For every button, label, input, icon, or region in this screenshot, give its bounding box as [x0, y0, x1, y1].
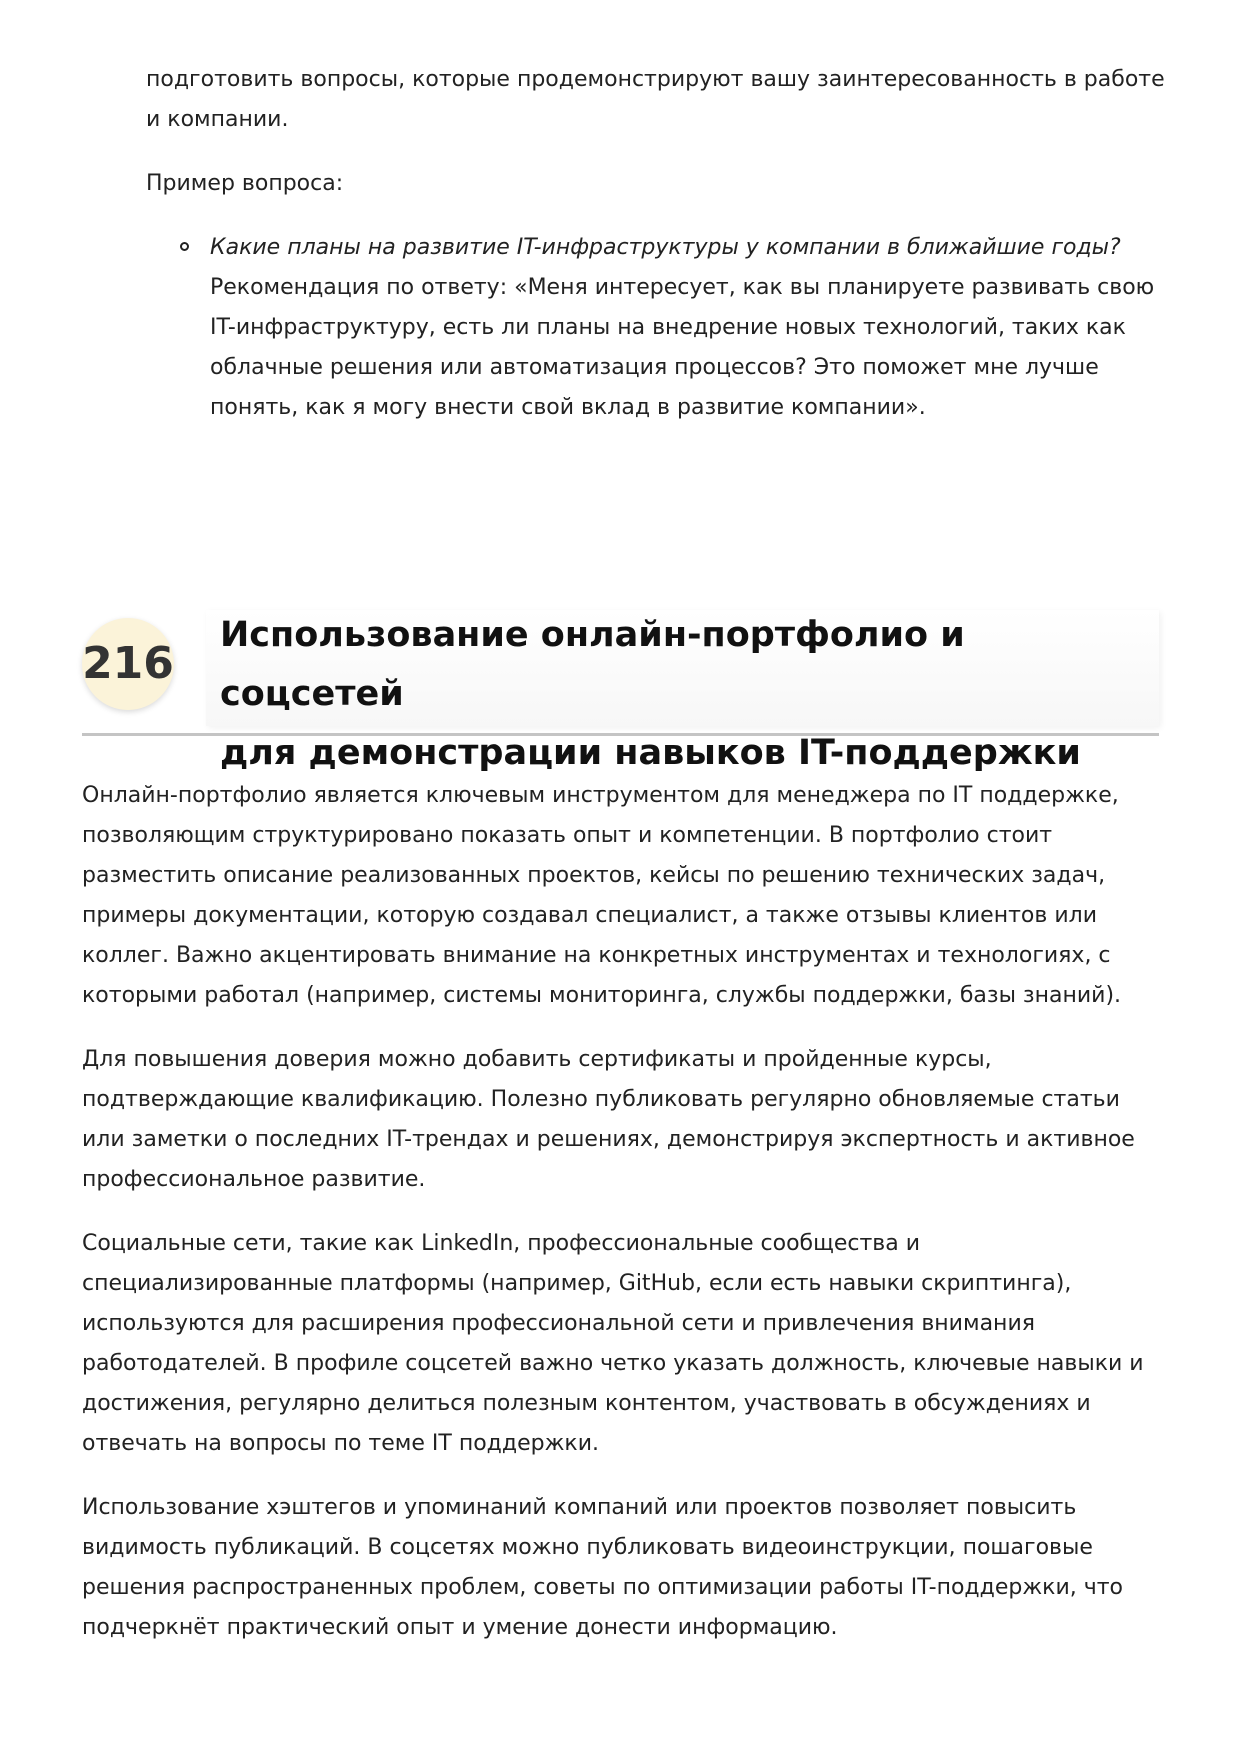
intro-continuation-text: подготовить вопросы, которые продемонстрируют вашу заинтересованность в работе и компании.	[146, 67, 1165, 132]
body-paragraph: Для повышения доверия можно добавить сертификаты и пройденные курсы, подтверждающие квалификацию. Полезно публиковать регулярно обновляемые статьи или заметки о последних IT-трендах и решениях, демонстрируя экспертность и активное профессиональное развитие.	[82, 1047, 1135, 1192]
section-header	[82, 606, 1159, 773]
body-paragraph: Онлайн-портфолио является ключевым инструментом для менеджера по IT поддержке, позволяющим структурировано показать опыт и компетенции. В портфолио стоит разместить описание реализованных проектов, кейсы по решению технических задач, примеры документации, которую создавал специалист, а также отзывы клиентов или коллег. Важно акцентировать внимание на конкретных инструментах и технологиях, с которыми работал (например, системы мониторинга, службы поддержки, базы знаний).	[82, 783, 1122, 1008]
body-paragraph: Использование хэштегов и упоминаний компаний или проектов позволяет повысить видимость публикаций. В соцсетях можно публиковать видеоинструкции, пошаговые решения распространенных проблем, советы по оптимизации работы IT-поддержки, что подчеркнёт практический опыт и умение донести информацию.	[82, 1495, 1124, 1640]
section-title	[220, 606, 1150, 783]
chapter-number-badge: 216	[82, 618, 174, 710]
body-paragraph: Социальные сети, такие как LinkedIn, профессиональные сообщества и специализированные платформы (например, GitHub, если есть навыки скриптинга), используются для расширения профессиональной сети и привлечения внимания работодателей. В профиле соцсетей важно четко указать должность, ключевые навыки и достижения, регулярно делиться полезным контентом, участвовать в обсуждениях и отвечать на вопросы по теме IT поддержки.	[82, 1231, 1144, 1456]
intro-block	[146, 60, 1166, 428]
answer-recommendation: Рекомендация по ответу: «Меня интересует, как вы планируете развивать свою IT-инфраструктуру, есть ли планы на внедрение новых технологий, таких как облачные решения или автоматизация процессов? Это поможет мне лучше понять, как я могу внести свой вклад в развитие компании».	[210, 275, 1155, 420]
section-body	[82, 776, 1167, 1672]
example-question-list	[146, 228, 1166, 428]
section-title-line-2: для демонстрации навыков IT-поддержки	[220, 733, 1081, 773]
section-title-line-1: Использование онлайн-портфолио и соцсетей	[220, 615, 965, 714]
example-label: Пример вопроса:	[146, 171, 344, 196]
hollow-circle-bullet-icon	[180, 242, 189, 251]
list-item	[146, 228, 1166, 428]
example-question: Какие планы на развитие IT-инфраструктуры у компании в ближайшие годы?	[210, 235, 1121, 260]
